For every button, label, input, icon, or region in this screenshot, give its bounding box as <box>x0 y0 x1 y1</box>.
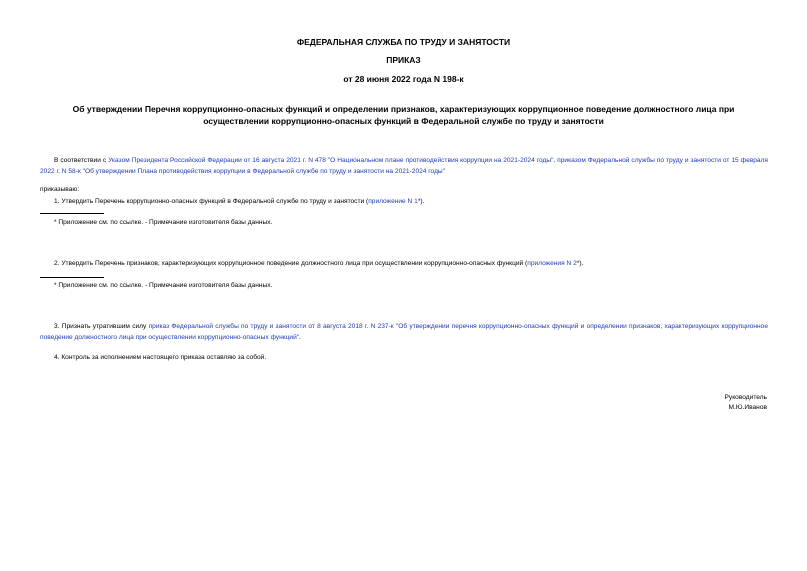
appendix-2-link[interactable]: приложения N 2 <box>527 260 577 267</box>
item-3-paragraph <box>40 322 768 343</box>
footnote-divider <box>40 277 104 278</box>
order-word: приказываю: <box>40 186 80 193</box>
document-date-number: от 28 июня 2022 года N 198-к <box>343 74 464 84</box>
intro-paragraph <box>40 156 768 177</box>
signatory-position: Руководитель <box>724 394 767 401</box>
item-3-suffix: . <box>299 333 301 341</box>
organization-heading: ФЕДЕРАЛЬНАЯ СЛУЖБА ПО ТРУДУ И ЗАНЯТОСТИ <box>296 37 511 47</box>
decree-link[interactable]: Указом Президента Российской Федерации от 16 августа 2021 г. N 478 "О Национальном плане противодействия коррупции на 2021-2024 годы", приказом Федеральной службы по труду и занятости от 15 февраля 2022 г. N 58-к "Об утверждении Плана противодействия коррупции в Федеральной службе по труду и занятости на 2021-2024 годы" <box>40 157 769 175</box>
footnote-1: * Приложение см. по ссылке. - Примечание изготовителя базы данных. <box>54 219 273 226</box>
item-2-suffix: *). <box>576 260 584 267</box>
item-4-paragraph: 4. Контроль за исполнением настоящего приказа оставляю за собой. <box>54 354 267 361</box>
document-type-heading: ПРИКАЗ <box>386 55 421 65</box>
signature-block <box>725 393 767 413</box>
item-1-paragraph <box>40 197 768 208</box>
item-1-text: 1. Утвердить Перечень коррупционно-опасных функций в Федеральной службе по труду и занятости ( <box>54 198 369 205</box>
document-title: Об утверждении Перечня коррупционно-опасных функций и определении признаков, характеризующих коррупционное поведение должностного лица при осуществлении коррупционно-опасных функций в Федеральной службе по труду и занятости <box>72 104 735 126</box>
item-1-suffix: *). <box>417 198 425 205</box>
signatory-name: М.Ю.Иванов <box>728 404 767 411</box>
item-3-text: 3. Признать утратившим силу <box>54 323 149 330</box>
footnote-2: * Приложение см. по ссылке. - Примечание изготовителя базы данных. <box>54 282 273 289</box>
footnote-divider <box>40 213 104 214</box>
appendix-1-link[interactable]: приложение N 1 <box>368 198 418 205</box>
item-2-text: 2. Утвердить Перечень признаков, характеризующих коррупционное поведение должностного лица при осуществлении коррупционно-опасных функций ( <box>54 260 528 267</box>
item-2-paragraph <box>40 259 768 270</box>
repealed-order-link[interactable]: приказ Федеральной службы по труду и занятости от 8 августа 2018 г. N 237-к "Об утверждении перечня коррупционно-опасных функций и определении признаков, характеризующих коррупционное поведение должностного лица при осуществлении коррупционно-опасных функций" <box>40 323 769 341</box>
intro-prefix: В соответствии с <box>54 157 109 164</box>
